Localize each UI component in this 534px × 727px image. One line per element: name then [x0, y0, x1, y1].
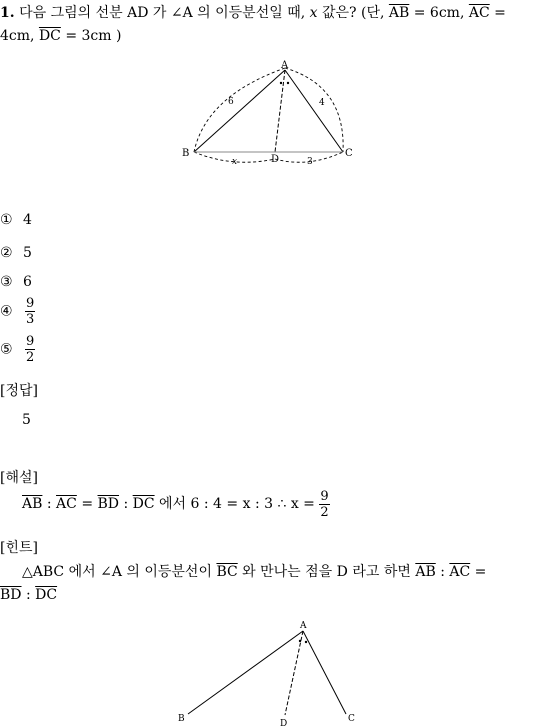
fig1-label-dc: 3: [307, 157, 313, 167]
hint-equals: =: [474, 564, 487, 580]
answer-value: 5: [22, 412, 31, 428]
hint-line-1: [22, 563, 486, 581]
hint-colon-2: :: [25, 587, 31, 603]
fig1-label-a: A: [281, 60, 289, 71]
choice-1-value: 4: [23, 212, 32, 228]
choice-4[interactable]: [0, 296, 35, 327]
expl-rest: 에서 6 : 4 = x : 3 ∴ x =: [159, 496, 315, 512]
expl-segment-bd: $\overline{BD}$: [97, 496, 120, 512]
hint-heading: [힌트]: [0, 540, 38, 556]
question-number: 1.: [0, 5, 15, 21]
question-text: 다음 그림의 선분 AD 가 ∠A 의 이등분선일 때,: [19, 5, 306, 21]
expl-numerator: 9: [320, 488, 329, 504]
hint-segment-ab: $\overline{AB}$: [415, 564, 436, 580]
fig1-label-c: C: [345, 148, 353, 159]
hint-segment-dc: $\overline{DC}$: [35, 587, 58, 603]
expl-segment-ac: $\overline{AC}$: [56, 496, 77, 512]
triangle-figure-2: [170, 614, 370, 727]
expl-denominator: 2: [320, 504, 329, 520]
expl-fraction: [319, 489, 329, 520]
choice-3[interactable]: [0, 273, 32, 291]
explanation-heading: [해설]: [0, 470, 38, 486]
fig2-label-d: D: [280, 719, 288, 727]
choice-5-fraction: [25, 334, 35, 365]
hint-segment-ac: $\overline{AC}$: [449, 564, 471, 580]
segment-ac-equals: =: [494, 5, 506, 21]
choice-2-value: 5: [23, 245, 32, 261]
choice-2[interactable]: [0, 244, 32, 262]
fig1-label-d: D: [271, 154, 280, 165]
fig1-label-b: B: [182, 148, 190, 159]
choice-2-mark: ②: [0, 245, 13, 261]
hint-segment-bd: $\overline{BD}$: [0, 587, 22, 603]
answer-heading: [정답]: [0, 383, 38, 399]
choice-3-value: 6: [23, 274, 32, 290]
choice-3-mark: ③: [0, 274, 13, 290]
choice-4-numerator: 9: [26, 296, 35, 311]
choice-5-numerator: 9: [26, 334, 35, 349]
hint-colon-1: :: [440, 564, 445, 580]
fig2-label-a: A: [300, 621, 307, 631]
segment-dc-length: = 3cm ): [65, 28, 122, 44]
question-variable-x: x: [309, 5, 318, 21]
segment-dc: $\overline{DC}$: [38, 28, 61, 44]
choice-5-mark: ⑤: [0, 341, 13, 358]
hint-line-2: [0, 586, 57, 604]
question-line-1: [0, 4, 506, 22]
expl-segment-dc: $\overline{DC}$: [132, 496, 155, 512]
choice-4-fraction: [25, 296, 35, 327]
question-text-b: 값은? (단,: [321, 5, 385, 21]
segment-ac-length: 4cm,: [0, 28, 35, 44]
expl-segment-ab: $\overline{AB}$: [22, 496, 43, 512]
choice-4-mark: ④: [0, 303, 13, 320]
segment-ac: $\overline{AC}$: [468, 5, 490, 21]
expl-colon-1: :: [46, 496, 52, 512]
choice-4-denominator: 3: [26, 312, 35, 327]
choice-1-mark: ①: [0, 212, 13, 228]
fig1-label-bd: x: [232, 157, 238, 167]
fig2-label-b: B: [178, 714, 185, 724]
fig1-label-ab: 6: [228, 97, 234, 107]
expl-colon-2: :: [123, 496, 129, 512]
choice-5-denominator: 2: [26, 350, 35, 365]
segment-ab: $\overline{AB}$: [388, 5, 410, 21]
hint-text-2: 와 만나는 점을 D 라고 하면: [242, 564, 411, 580]
explanation-body: [22, 488, 330, 520]
hint-text-1: △ABC 에서 ∠A 의 이등분선이: [22, 564, 212, 580]
question-line-2: [0, 27, 121, 45]
expl-equals: =: [81, 496, 94, 512]
fig1-label-ac: 4: [319, 98, 325, 108]
choice-5[interactable]: [0, 334, 35, 365]
choice-1[interactable]: [0, 211, 32, 229]
triangle-figure-1: [178, 56, 358, 171]
hint-segment-bc: $\overline{BC}$: [216, 564, 238, 580]
fig2-label-c: C: [348, 714, 355, 724]
segment-ab-length: = 6cm,: [413, 5, 465, 21]
